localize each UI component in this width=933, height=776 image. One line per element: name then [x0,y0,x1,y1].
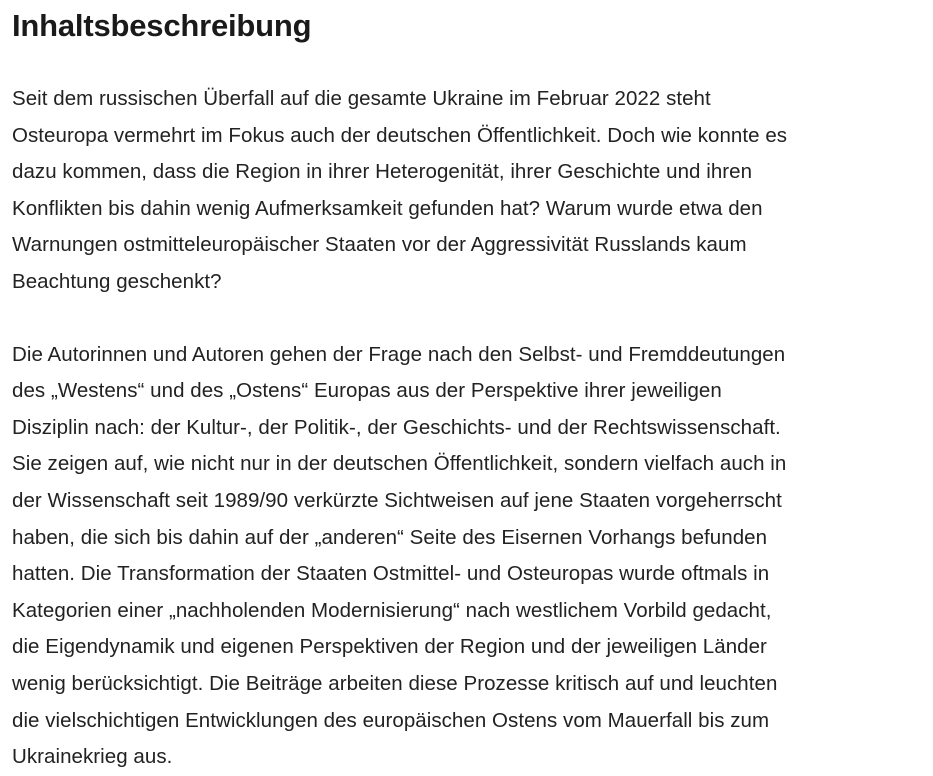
paragraph-line: dazu kommen, dass die Region in ihrer Heterogenität, ihrer Geschichte und ihren [12,160,753,184]
paragraph-line: Osteuropa vermehrt im Fokus auch der deutschen Öffentlichkeit. Doch wie konnte es [12,123,788,147]
paragraph-line: Die Autorinnen und Autoren gehen der Frage nach den Selbst- und Fremddeutungen [12,342,786,366]
paragraph-line: Beachtung geschenkt? [12,269,222,293]
paragraph-line: die Eigendynamik und eigenen Perspektiven der Region und der jeweiligen Länder [12,635,767,659]
paragraph-line: hatten. Die Transformation der Staaten Ostmittel- und Osteuropas wurde oftmals in [12,562,770,586]
section-heading: Inhaltsbeschreibung [12,8,312,43]
paragraph-line: wenig berücksichtigt. Die Beiträge arbeiten diese Prozesse kritisch auf und leuchten [12,671,778,695]
paragraph-line: des „Westens“ und des „Ostens“ Europas aus der Perspektive ihrer jeweiligen [12,379,722,403]
paragraph-line: die vielschichtigen Entwicklungen des europäischen Ostens vom Mauerfall bis zum [12,708,770,732]
paragraph-line: Konflikten bis dahin wenig Aufmerksamkeit gefunden hat? Warum wurde etwa den [12,196,763,220]
body-paragraph [12,337,921,776]
paragraph-line: Disziplin nach: der Kultur-, der Politik-, der Geschichts- und der Rechtswissenschaft. [12,415,781,439]
paragraph-line: haben, die sich bis dahin auf der „anderen“ Seite des Eisernen Vorhangs befunden [12,525,768,549]
paragraph-line: Sie zeigen auf, wie nicht nur in der deutschen Öffentlichkeit, sondern vielfach auch in [12,452,787,476]
paragraph-line: der Wissenschaft seit 1989/90 verkürzte Sichtweisen auf jene Staaten vorgeherrscht [12,488,782,512]
paragraph-line: Ukrainekrieg aus. [12,745,173,769]
intro-paragraph [12,81,921,301]
paragraph-line: Warnungen ostmitteleuropäischer Staaten vor der Aggressivität Russlands kaum [12,233,747,257]
paragraph-line: Kategorien einer „nachholenden Modernisierung“ nach westlichem Vorbild gedacht, [12,598,772,622]
paragraph-line: Seit dem russischen Überfall auf die gesamte Ukraine im Februar 2022 steht [12,87,711,110]
